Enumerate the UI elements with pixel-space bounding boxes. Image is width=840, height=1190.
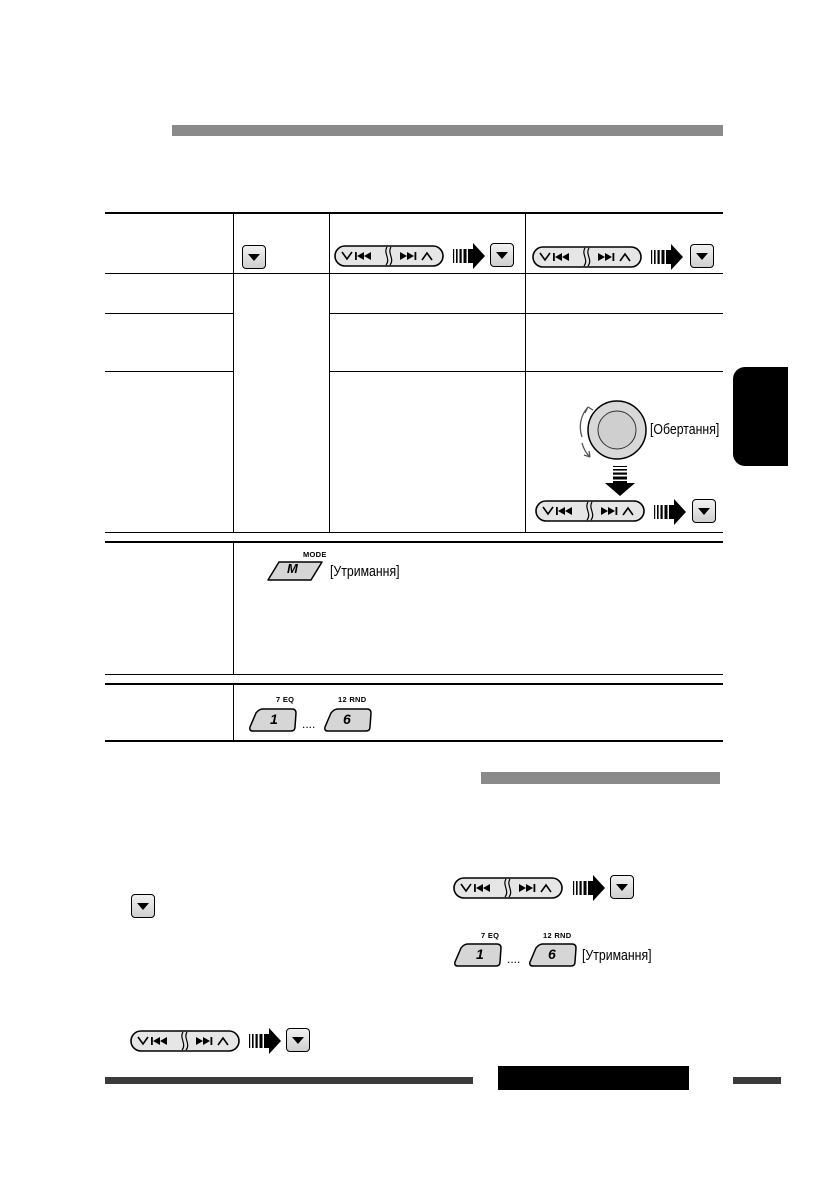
down-button-icon (131, 894, 155, 918)
footer-bar (105, 1077, 473, 1084)
preset-caption-last: 12 RND (338, 695, 367, 704)
preset-caption-last: 12 RND (543, 931, 572, 940)
skip-control-icon (334, 245, 444, 267)
table-section-rule (105, 674, 723, 675)
skip-control-icon (535, 500, 645, 522)
mode-key-caption: MODE (303, 550, 327, 559)
section-header-band (172, 125, 723, 136)
down-button-icon (490, 243, 514, 267)
table-top-rule (105, 212, 723, 214)
skip-control-icon (453, 877, 563, 899)
preset-ellipsis: .... (507, 952, 521, 966)
transition-arrow-icon (573, 875, 605, 901)
footer-bar (733, 1077, 781, 1084)
transition-arrow-icon (249, 1028, 281, 1054)
table-row-rule (329, 313, 723, 314)
table-column-rule (525, 212, 526, 533)
down-button-icon (692, 499, 716, 523)
table-header-rule (105, 273, 723, 274)
rotate-label: [Обертання] (650, 421, 720, 438)
preset-ellipsis: .... (302, 717, 316, 731)
transition-arrow-icon (651, 244, 683, 270)
preset-key-number: 1 (270, 711, 278, 727)
down-button-icon (242, 245, 266, 269)
down-button-icon (610, 875, 634, 899)
transition-arrow-icon (654, 499, 686, 525)
down-arrow-icon (605, 466, 635, 496)
mode-key-letter: M (287, 561, 298, 576)
preset-caption-first: 7 EQ (276, 695, 295, 704)
preset-key-number: 6 (343, 711, 351, 727)
language-tab (733, 367, 788, 466)
skip-control-icon (532, 246, 642, 268)
control-dial-icon (573, 397, 648, 463)
down-button-icon (286, 1028, 310, 1052)
table-row-rule (105, 313, 233, 314)
table-column-rule (233, 683, 234, 741)
skip-control-icon (130, 1030, 240, 1052)
table-column-rule (329, 212, 330, 533)
preset-caption-first: 7 EQ (481, 931, 500, 940)
hold-label: [Утримання] (582, 947, 652, 964)
table-row-rule (105, 371, 233, 372)
table-section-rule (105, 683, 723, 685)
table-column-rule (233, 212, 234, 533)
table-section-rule (105, 532, 723, 533)
table-bottom-rule (105, 740, 723, 742)
subsection-header-band (481, 772, 720, 784)
footer-page-box (498, 1066, 689, 1090)
hold-label: [Утримання] (330, 563, 400, 580)
transition-arrow-icon (453, 243, 485, 269)
table-row-rule (329, 371, 723, 372)
preset-key-number: 6 (548, 946, 556, 962)
table-section-rule (105, 541, 723, 543)
preset-key-number: 1 (476, 946, 484, 962)
table-column-rule (233, 541, 234, 675)
down-button-icon (690, 244, 714, 268)
